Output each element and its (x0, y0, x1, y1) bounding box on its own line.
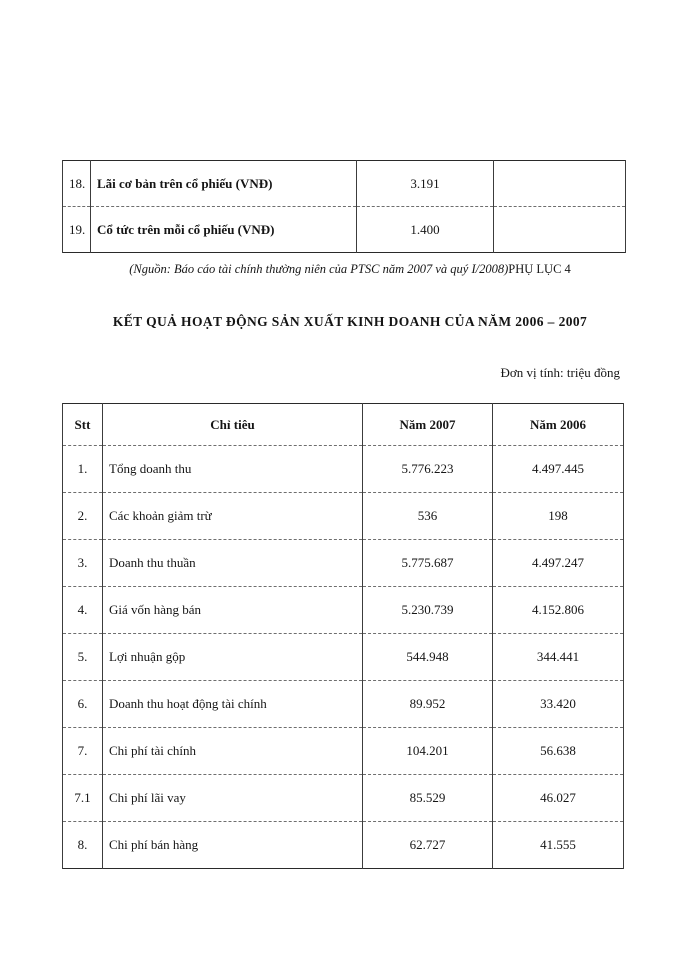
year-2007-value-cell: 544.948 (363, 634, 493, 681)
row-number-cell: 6. (63, 681, 103, 728)
year-2006-value-cell: 4.497.247 (493, 540, 624, 587)
indicator-label-cell: Giá vốn hàng bán (103, 587, 363, 634)
row-number-cell: 19. (63, 207, 91, 253)
year-2007-value-cell: 85.529 (363, 775, 493, 822)
value-cell: 1.400 (357, 207, 494, 253)
indicator-label-cell: Lợi nhuận gộp (103, 634, 363, 681)
column-header-2: Năm 2007 (363, 404, 493, 446)
row-number-cell: 18. (63, 161, 91, 207)
indicator-label-cell: Lãi cơ bản trên cổ phiếu (VNĐ) (91, 161, 357, 207)
year-2006-value-cell: 4.152.806 (493, 587, 624, 634)
table-row (63, 775, 624, 822)
year-2006-value-cell: 198 (493, 493, 624, 540)
year-2007-value-cell: 89.952 (363, 681, 493, 728)
year-2007-value-cell: 104.201 (363, 728, 493, 775)
source-citation: (Nguồn: Báo cáo tài chính thường niên của PTSC năm 2007 và quý I/2008) (129, 262, 509, 276)
column-header-3: Năm 2006 (493, 404, 624, 446)
year-2006-value-cell: 4.497.445 (493, 446, 624, 493)
table-row (63, 634, 624, 681)
column-header-0: Stt (63, 404, 103, 446)
indicator-label-cell: Chi phí lãi vay (103, 775, 363, 822)
indicator-label-cell: Tổng doanh thu (103, 446, 363, 493)
year-2006-value-cell: 33.420 (493, 681, 624, 728)
row-number-cell: 8. (63, 822, 103, 869)
unit-note: Đơn vị tính: triệu đồng (500, 365, 620, 380)
indicator-label-cell: Chi phí tài chính (103, 728, 363, 775)
appendix-label: PHỤ LỤC 4 (508, 262, 571, 276)
table-row (63, 446, 624, 493)
indicator-label-cell: Các khoản giảm trừ (103, 493, 363, 540)
column-header-1: Chỉ tiêu (103, 404, 363, 446)
year-2007-value-cell: 5.230.739 (363, 587, 493, 634)
row-number-cell: 5. (63, 634, 103, 681)
year-2006-value-cell: 46.027 (493, 775, 624, 822)
business-results-table (62, 403, 624, 869)
table-header-row (63, 404, 624, 446)
row-number-cell: 7. (63, 728, 103, 775)
indicator-label-cell: Cổ tức trên mỗi cổ phiếu (VNĐ) (91, 207, 357, 253)
table-row (63, 822, 624, 869)
row-number-cell: 4. (63, 587, 103, 634)
row-number-cell: 7.1 (63, 775, 103, 822)
year-2006-value-cell: 41.555 (493, 822, 624, 869)
table-row (63, 493, 624, 540)
indicator-label-cell: Doanh thu thuần (103, 540, 363, 587)
row-number-cell: 1. (63, 446, 103, 493)
year-2007-value-cell: 536 (363, 493, 493, 540)
page-title: KẾT QUẢ HOẠT ĐỘNG SẢN XUẤT KINH DOANH CỦA NĂM 2006 – 2007 (112, 314, 588, 329)
table-row (63, 207, 626, 253)
year-2007-value-cell: 62.727 (363, 822, 493, 869)
indicator-table-continued (62, 160, 626, 253)
year-2007-value-cell: 5.775.687 (363, 540, 493, 587)
value-cell: 3.191 (357, 161, 494, 207)
table-row (63, 681, 624, 728)
source-note (0, 262, 700, 277)
empty-cell (494, 161, 626, 207)
indicator-label-cell: Doanh thu hoạt động tài chính (103, 681, 363, 728)
table-row (63, 161, 626, 207)
table-row (63, 728, 624, 775)
table-row (63, 540, 624, 587)
year-2006-value-cell: 344.441 (493, 634, 624, 681)
empty-cell (494, 207, 626, 253)
year-2006-value-cell: 56.638 (493, 728, 624, 775)
row-number-cell: 3. (63, 540, 103, 587)
table-row (63, 587, 624, 634)
indicator-label-cell: Chi phí bán hàng (103, 822, 363, 869)
year-2007-value-cell: 5.776.223 (363, 446, 493, 493)
row-number-cell: 2. (63, 493, 103, 540)
